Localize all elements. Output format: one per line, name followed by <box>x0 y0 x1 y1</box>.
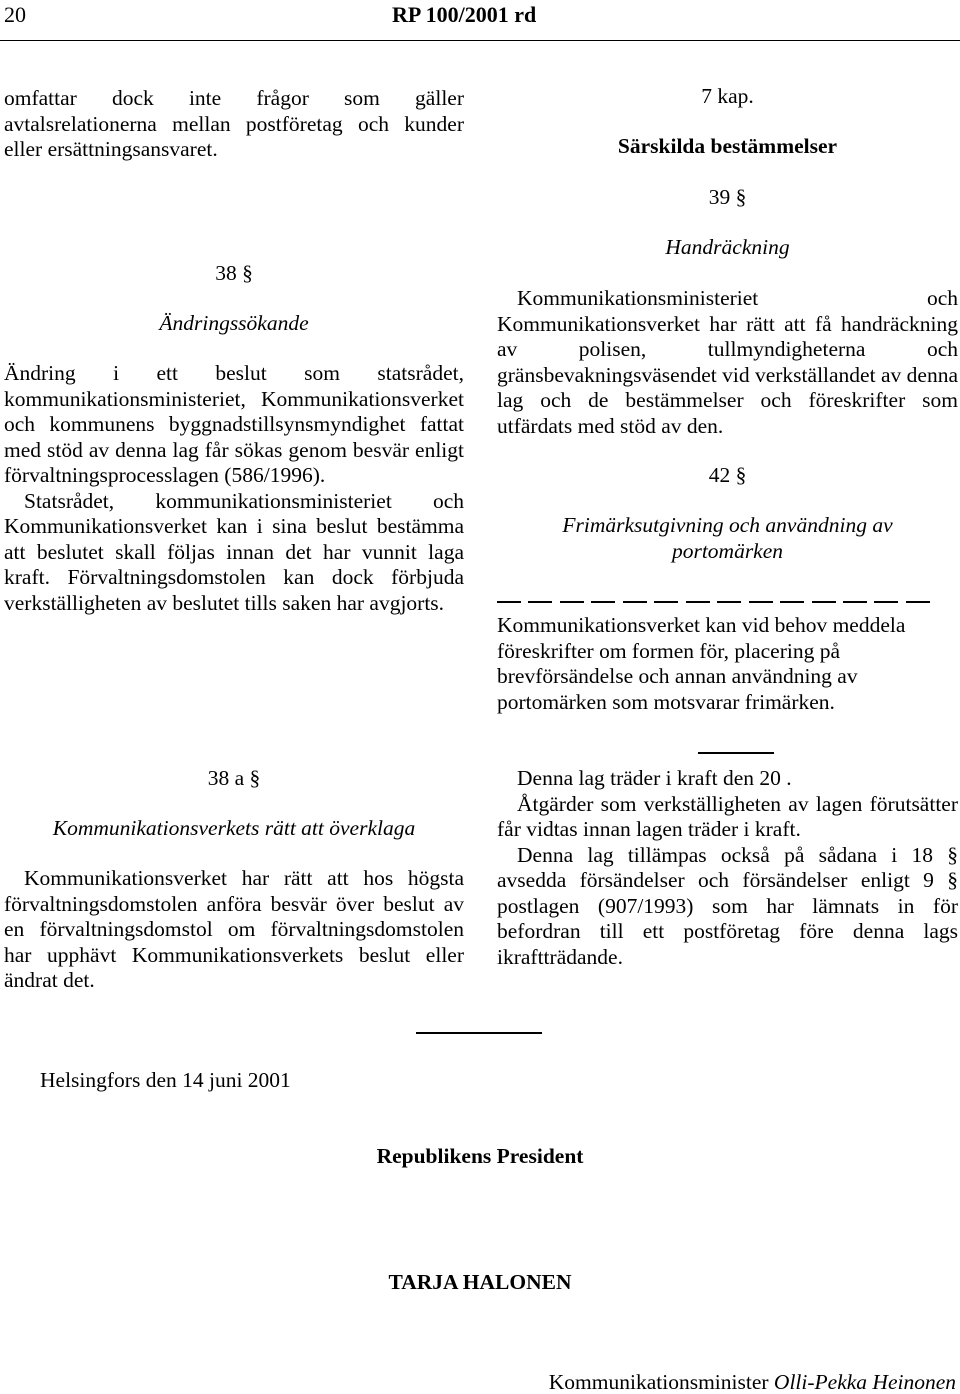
entry-into-force-paragraph-2: Åtgärder som verkställigheten av lagen förutsätter får vidtas innan lagen träder i kraft. <box>497 791 958 841</box>
section-38a-paragraph-1: Kommunikationsverket har rätt att hos högsta förvaltningsdomstolen anföra besvär över beslut av en förvaltningsdomstol om förvaltningsdomstolen har upphävt Kommunikationsverkets beslut eller ändrat det. <box>4 866 464 992</box>
section-38-paragraph-1: Ändring i ett beslut som statsrådet, kommunikationsministeriet, Kommunikationsverket och kommunens byggnadstillsynsmyndighet fattat med stöd av denna lag får sökas genom besvär enligt förvaltningsprocesslagen (586/1996). <box>4 361 464 487</box>
section-38a-body <box>4 866 464 994</box>
section-39-number: 39 § <box>708 185 747 209</box>
place-and-date: Helsingfors den 14 juni 2001 <box>40 1068 291 1092</box>
header-rule <box>0 40 960 41</box>
entry-into-force <box>497 766 958 970</box>
signature-separator <box>416 1032 542 1034</box>
document-header: RP 100/2001 rd <box>392 2 537 27</box>
section-39-paragraph-1: Kommunikationsministeriet och Kommunikationsverket har rätt att få handräckning av polisen, tullmyndigheterna och gränsbevakningsväsendet vid verkställandet av denna lag och de bestämmelser och föreskrifter som utfärdats med stöd av den. <box>497 286 958 438</box>
section-42-paragraph-1: Kommunikationsverket kan vid behov meddela föreskrifter om formen för, placering på brevförsändelse och annan användning av portomärken som motsvarar frimärken. <box>497 613 906 714</box>
president-name: TARJA HALONEN <box>388 1270 572 1294</box>
entry-into-force-paragraph-1: Denna lag träder i kraft den 20 . <box>517 766 792 790</box>
section-42-number: 42 § <box>708 463 747 487</box>
entry-into-force-paragraph-3: Denna lag tillämpas också på sådana i 18 § avsedda försändelser och försändelser enligt 9 § postlagen (907/1993) som har lämnats in för befordran till ett postföretag före denna lags ikraftträdande. <box>497 842 958 969</box>
intro-paragraph <box>4 86 464 163</box>
section-38-body <box>4 361 464 616</box>
section-38-title: Ändringssökande <box>159 311 309 335</box>
intro-text: omfattar dock inte frågor som gäller avtalsrelationerna mellan postföretag och kunder eller ersättningsansvaret. <box>4 86 464 161</box>
section-42-title: Frimärksutgivning och användning av portomärken <box>562 513 893 563</box>
end-of-text-rule <box>698 752 774 754</box>
section-39-title: Handräckning <box>665 235 790 259</box>
section-38-paragraph-2: Statsrådet, kommunikationsministeriet och Kommunikationsverket kan i sina beslut bestämma att beslutet skall följas innan det har vunnit laga kraft. Förvaltningsdomstolen kan dock förbjuda verkställigheten av beslutet tills saken har avgjorts. <box>4 488 464 615</box>
section-38-number: 38 § <box>215 261 253 285</box>
minister-name: Olli-Pekka Heinonen <box>773 1370 956 1394</box>
page-number: 20 <box>4 2 26 27</box>
minister-title: Kommunikationsminister <box>548 1370 769 1394</box>
omission-dashes <box>497 596 930 606</box>
section-38a-title: Kommunikationsverkets rätt att överklaga <box>52 816 416 840</box>
minister-signature <box>549 1372 956 1392</box>
section-38a-number: 38 a § <box>207 766 261 790</box>
chapter-title: Särskilda bestämmelser <box>617 134 838 158</box>
president-role: Republikens President <box>376 1144 584 1168</box>
chapter-number: 7 kap. <box>701 84 754 108</box>
section-39-body <box>497 286 958 439</box>
section-42-body <box>497 613 937 715</box>
